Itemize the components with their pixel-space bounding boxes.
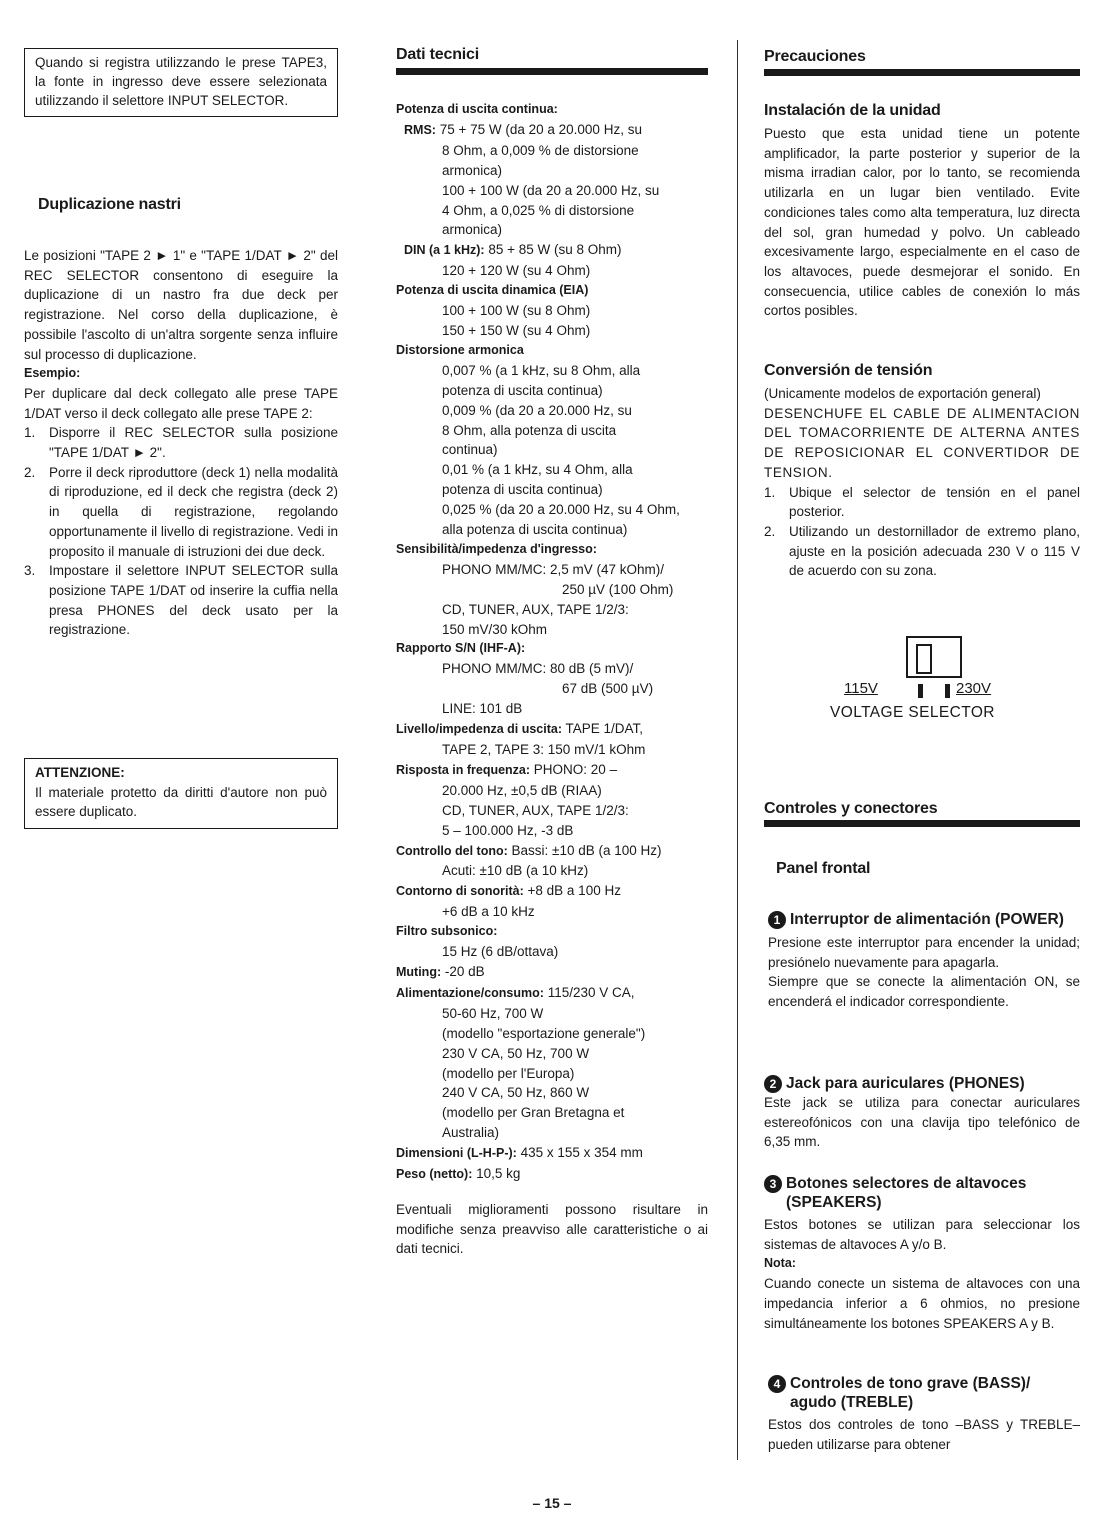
spec-line xyxy=(396,639,716,659)
spec-value: (modello per l'Europa) xyxy=(442,1065,575,1081)
spec-line xyxy=(396,540,716,560)
spec-line xyxy=(396,201,716,221)
item-text: Estos botones se utilizan para seleccionar los sistemas de altavoces A y/o B. xyxy=(764,1217,1080,1252)
selector-frame-icon xyxy=(906,636,962,678)
spec-value: 120 + 120 W (su 4 Ohm) xyxy=(442,263,591,279)
note-label: Nota: xyxy=(764,1256,796,1271)
spec-value: (modello "esportazione generale") xyxy=(442,1025,646,1041)
spec-line xyxy=(396,261,716,281)
spec-line xyxy=(396,361,716,381)
spec-line xyxy=(396,460,716,480)
spec-value: 15 Hz (6 dB/ottava) xyxy=(442,944,559,960)
specs-footnote: Eventuali miglioramenti possono risultare in modifiche senza preavviso alle caratteristiche o ai dati tecnici. xyxy=(396,1202,708,1257)
spec-value: Acuti: ±10 dB (a 10 kHz) xyxy=(442,863,589,879)
spec-line xyxy=(396,600,716,620)
spec-value: 10,5 kg xyxy=(472,1166,521,1182)
spec-value: -20 dB xyxy=(441,963,485,979)
spec-line xyxy=(396,902,716,922)
dup-section xyxy=(24,246,338,640)
spec-value: Sensibilità/impedenza d'ingresso: xyxy=(396,541,597,556)
spec-line xyxy=(396,922,716,942)
conv-warning: DESENCHUFE EL CABLE DE ALIMENTACION DEL TOMACORRIENTE DE ALTERNA ANTES DE REPOSICIONAR EL CONVERTIDOR DE TENSION. xyxy=(764,405,1080,480)
install-text: Puesto que esta unidad tiene un potente amplificador, la parte posterior y superior de la misma irradian calor, por lo tanto, se recomienda utilizarla en un lugar bien ventilado. Evite condiciones tales como alta temperatura, luz directa del sol, gran humedad y polvo. Un cableado excesivamente largo, especialmente en el caso de los altavoces, puede desmejorar el sonido. En consecuencia, utilice cables de conexión lo más cortos posibles. xyxy=(764,126,1080,319)
spec-line xyxy=(396,381,716,401)
spec-value: Australia) xyxy=(442,1125,500,1141)
spec-value: PHONO MM/MC: 2,5 mV (47 kOhm)/ xyxy=(442,561,665,577)
spec-line xyxy=(396,341,716,361)
spec-value: Rapporto S/N (IHF-A): xyxy=(396,641,526,656)
spec-line xyxy=(396,240,716,261)
spec-line xyxy=(396,699,716,719)
specs-rule xyxy=(396,68,708,75)
spec-value: 85 + 85 W (su 8 Ohm) xyxy=(484,242,622,258)
attention-title: ATTENZIONE: xyxy=(35,765,125,780)
spec-value: Filtro subsonico: xyxy=(396,924,498,939)
spec-line xyxy=(396,520,716,540)
spec-line xyxy=(396,1103,716,1123)
panel-title: Panel frontal xyxy=(776,860,871,877)
spec-value: PHONO MM/MC: 80 dB (5 mV)/ xyxy=(442,661,634,677)
item-text-2: Siempre que se conecte la alimentación ON, se encenderá el indicador correspondiente. xyxy=(768,974,1080,1010)
spec-value: 8 Ohm, alla potenza di uscita xyxy=(442,422,617,438)
spec-line xyxy=(396,1123,716,1143)
spec-line xyxy=(396,181,716,201)
spec-line xyxy=(396,801,716,821)
spec-value: 230 V CA, 50 Hz, 700 W xyxy=(442,1045,590,1061)
spec-value: Bassi: ±10 dB (a 100 Hz) xyxy=(507,842,662,858)
spec-label: Livello/impedenza di uscita: xyxy=(396,722,563,737)
spec-label: Peso (netto): xyxy=(396,1167,473,1182)
spec-line xyxy=(396,861,716,881)
voltage-115-label: 115V xyxy=(844,680,878,697)
spec-line xyxy=(396,1143,716,1164)
spec-line xyxy=(396,983,716,1004)
spec-line xyxy=(396,719,716,740)
spec-line xyxy=(396,1083,716,1103)
spec-line xyxy=(396,281,716,301)
spec-line xyxy=(396,560,716,580)
column-divider xyxy=(737,40,738,1460)
list-item: 2. Porre il deck riproduttore (deck 1) nella modalità di riproduzione, ed il deck che registra (deck 2) in quella di registrazione, regolando opportunamente il livello di registrazione. Vedi in proposito il manuale di istruzioni dei due deck. xyxy=(24,464,338,559)
item-title: Botones selectores de altavoces (SPEAKERS) xyxy=(786,1175,1027,1211)
conv-steps xyxy=(764,483,1080,582)
precautions-title: Precauciones xyxy=(764,48,866,65)
spec-value: 50-60 Hz, 700 W xyxy=(442,1005,544,1021)
spec-label: Alimentazione/consumo: xyxy=(396,985,544,1000)
spec-value: 8 Ohm, a 0,009 % de distorsione xyxy=(442,142,639,158)
spec-value: 435 x 155 x 354 mm xyxy=(516,1145,643,1161)
specs-title: Dati tecnici xyxy=(396,46,479,63)
tape3-note-text: Quando si registra utilizzando le prese TAPE3, la fonte in ingresso deve essere selezionata utilizzando il selettore INPUT SELECTOR. xyxy=(35,55,327,108)
dup-title: Duplicazione nastri xyxy=(38,196,181,213)
spec-label: Contorno di sonorità: xyxy=(396,884,524,899)
spec-value: 0,009 % (da 20 a 20.000 Hz, su xyxy=(442,402,632,418)
spec-value: 240 V CA, 50 Hz, 860 W xyxy=(442,1085,590,1101)
number-3-icon: 3 xyxy=(764,1175,782,1193)
conv-section xyxy=(764,384,1080,581)
spec-value: 250 µV (100 Ohm) xyxy=(562,581,674,597)
conv-note: (Unicamente modelos de exportación general) xyxy=(764,386,1041,401)
spec-line xyxy=(396,740,716,760)
example-label: Esempio: xyxy=(24,366,81,381)
spec-line xyxy=(396,620,716,640)
spec-value: 4 Ohm, a 0,025 % di distorsione xyxy=(442,202,635,218)
spec-list xyxy=(396,100,716,1185)
spec-line xyxy=(396,760,716,781)
spec-line xyxy=(396,659,716,679)
list-item: 1. Ubique el selector de tensión en el panel posterior. xyxy=(764,484,1080,520)
spec-label: Controllo del tono: xyxy=(396,843,508,858)
spec-line xyxy=(396,1004,716,1024)
spec-line xyxy=(396,679,716,699)
controls-rule xyxy=(764,820,1080,827)
spec-value: 20.000 Hz, ±0,5 dB (RIAA) xyxy=(442,782,602,798)
tape3-note-box xyxy=(24,48,338,117)
list-item: 3. Impostare il selettore INPUT SELECTOR sulla posizione TAPE 1/DAT od inserire la cuffia nella presa PHONES del deck usato per la registrazione. xyxy=(24,563,338,638)
spec-value: TAPE 1/DAT, xyxy=(562,721,644,737)
spec-label: DIN (a 1 kHz): xyxy=(404,243,485,258)
spec-line xyxy=(396,881,716,902)
item-title: Controles de tono grave (BASS)/ agudo (TREBLE) xyxy=(790,1375,1031,1411)
spec-value: Potenza di uscita continua: xyxy=(396,102,558,116)
list-item: 2. Utilizando un destornillador de extremo plano, ajuste en la posición adecuada 230 V o 115 V de acuerdo con su zona. xyxy=(764,523,1080,579)
spec-line xyxy=(396,1064,716,1084)
spec-value: CD, TUNER, AUX, TAPE 1/2/3: xyxy=(442,601,629,617)
spec-label: RMS: xyxy=(404,122,436,137)
spec-line xyxy=(396,500,716,520)
control-item-3 xyxy=(764,1174,1080,1333)
spec-value: alla potenza di uscita continua) xyxy=(442,522,628,538)
spec-line xyxy=(396,401,716,421)
spec-value: +8 dB a 100 Hz xyxy=(523,883,621,899)
spec-value: 150 + 150 W (su 4 Ohm) xyxy=(442,322,591,338)
spec-value: 0,01 % (a 1 kHz, su 4 Ohm, alla xyxy=(442,462,633,478)
voltage-230-label: 230V xyxy=(956,680,992,697)
spec-label: Muting: xyxy=(396,964,442,979)
control-item-2 xyxy=(764,1074,1080,1152)
spec-value: armonica) xyxy=(442,222,503,238)
spec-line xyxy=(396,220,716,240)
spec-value: +6 dB a 10 kHz xyxy=(442,904,535,920)
spec-line xyxy=(396,480,716,500)
conv-title: Conversión de tensión xyxy=(764,362,933,379)
spec-line xyxy=(396,161,716,181)
spec-value: 115/230 V CA, xyxy=(543,984,635,1000)
spec-value: potenza di uscita continua) xyxy=(442,482,603,498)
spec-line xyxy=(396,301,716,321)
voltage-selector-diagram xyxy=(830,632,1040,728)
dup-intro: Le posizioni "TAPE 2 ► 1" e "TAPE 1/DAT ► 2" del REC SELECTOR consentono di eseguire la duplicazione di un nastro fra due deck per registrazione. Nel corso della duplicazione, è possibile l'ascolto di un'altra sorgente senza influire sul processo di duplicazione. xyxy=(24,248,338,362)
attention-text: Il materiale protetto da diritti d'autore non può essere duplicato. xyxy=(35,784,327,820)
spec-value: PHONO: 20 – xyxy=(530,761,618,777)
spec-line xyxy=(396,1024,716,1044)
spec-line xyxy=(396,1164,716,1185)
precautions-rule xyxy=(764,69,1080,76)
spec-line xyxy=(396,781,716,801)
spec-value: Potenza di uscita dinamica (EIA) xyxy=(396,283,589,298)
install-title: Instalación de la unidad xyxy=(764,102,941,119)
spec-value: 100 + 100 W (su 8 Ohm) xyxy=(442,303,591,319)
spec-value: 67 dB (500 µV) xyxy=(562,681,654,697)
spec-label: Dimensioni (L-H-P-): xyxy=(396,1146,517,1161)
spec-line xyxy=(396,440,716,460)
spec-value: TAPE 2, TAPE 3: 150 mV/1 kOhm xyxy=(442,742,646,757)
spec-line xyxy=(396,841,716,862)
spec-line xyxy=(396,120,716,141)
spec-line xyxy=(396,100,716,120)
switch-bar-right-icon xyxy=(945,684,950,698)
spec-value: potenza di uscita continua) xyxy=(442,382,603,398)
control-item-1 xyxy=(768,910,1080,1012)
spec-value: continua) xyxy=(442,442,498,458)
spec-line xyxy=(396,962,716,983)
spec-value: 5 – 100.000 Hz, -3 dB xyxy=(442,822,574,838)
spec-line xyxy=(396,821,716,841)
spec-label: Risposta in frequenza: xyxy=(396,762,531,777)
item-title: Interruptor de alimentación (POWER) xyxy=(790,911,1064,928)
spec-value: 75 + 75 W (da 20 a 20.000 Hz, su xyxy=(435,121,642,137)
spec-line xyxy=(396,421,716,441)
spec-line xyxy=(396,580,716,600)
spec-value: 100 + 100 W (da 20 a 20.000 Hz, su xyxy=(442,182,660,198)
spec-line xyxy=(396,141,716,161)
spec-value: 0,007 % (a 1 kHz, su 8 Ohm, alla xyxy=(442,362,641,378)
number-1-icon: 1 xyxy=(768,911,786,929)
number-2-icon: 2 xyxy=(764,1075,782,1093)
spec-line xyxy=(396,321,716,341)
voltage-selector-label: VOLTAGE SELECTOR xyxy=(830,704,995,721)
switch-bar-left-icon xyxy=(918,684,923,698)
spec-value: Distorsione armonica xyxy=(396,342,524,357)
page-number: – 15 – xyxy=(532,1495,572,1511)
example-text: Per duplicare dal deck collegato alle prese TAPE 1/DAT verso il deck collegato alle prese TAPE 2: xyxy=(24,385,338,421)
item-title: Jack para auriculares (PHONES) xyxy=(786,1075,1025,1092)
spec-value: armonica) xyxy=(442,162,503,178)
controls-title: Controles y conectores xyxy=(764,800,938,817)
number-4-icon: 4 xyxy=(768,1375,786,1393)
attention-box xyxy=(24,758,338,829)
spec-line xyxy=(396,1044,716,1064)
spec-value: (modello per Gran Bretagna et xyxy=(442,1105,625,1121)
item-text: Estos dos controles de tono –BASS y TREBLE– pueden utilizarse para obtener xyxy=(768,1417,1080,1452)
item-text: Presione este interruptor para encender la unidad; presiónelo nuevamente para apagarla. xyxy=(768,935,1080,970)
note-text: Cuando conecte un sistema de altavoces con una impedancia inferior a 6 ohmios, no presione simultáneamente los botones SPEAKERS A y B. xyxy=(764,1276,1080,1331)
list-item: 1. Disporre il REC SELECTOR sulla posizione "TAPE 1/DAT ► 2". xyxy=(24,425,338,461)
spec-value: CD, TUNER, AUX, TAPE 1/2/3: xyxy=(442,802,629,818)
dup-steps xyxy=(24,423,338,640)
spec-value: 150 mV/30 kOhm xyxy=(442,621,548,637)
control-item-4 xyxy=(768,1374,1080,1454)
spec-value: LINE: 101 dB xyxy=(442,701,523,717)
spec-line xyxy=(396,942,716,962)
item-text: Este jack se utiliza para conectar auriculares estereofónicos con una clavija tipo telefónico de 6,35 mm. xyxy=(764,1095,1080,1150)
spec-value: 0,025 % (da 20 a 20.000 Hz, su 4 Ohm, xyxy=(442,502,680,518)
